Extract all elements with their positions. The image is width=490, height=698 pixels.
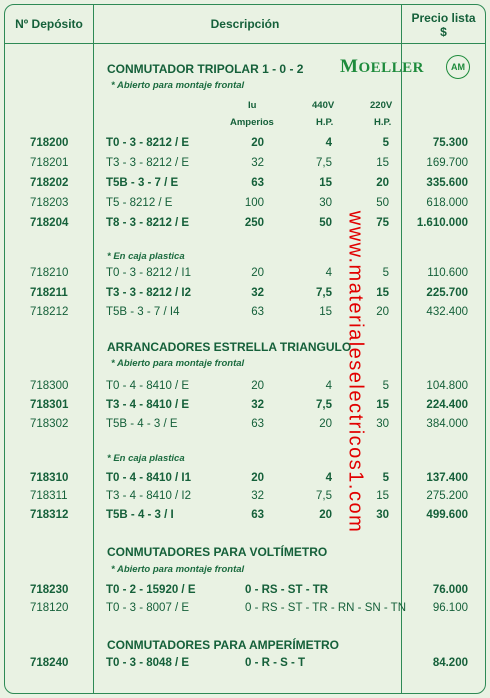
row-price: 110.600: [427, 267, 468, 279]
row-hp440: 50: [319, 217, 332, 229]
row-amperios: 63: [251, 177, 264, 189]
row-deposit: 718240: [30, 657, 69, 669]
section-title: ARRANCADORES ESTRELLA TRIANGULO: [107, 340, 352, 354]
row-price: 224.400: [426, 399, 468, 411]
row-hp440: 7,5: [316, 399, 332, 411]
row-deposit: 718312: [30, 509, 69, 521]
row-amperios: 32: [251, 399, 264, 411]
row-description: T5B - 3 - 7 / I4: [106, 306, 180, 318]
row-deposit: 718202: [30, 177, 69, 189]
row-description: T5B - 3 - 7 / E: [106, 177, 179, 189]
section-title: CONMUTADOR TRIPOLAR 1 - 0 - 2: [107, 62, 304, 76]
col-hp-220: H.P.: [374, 117, 392, 128]
watermark-url: www.materialeselectricos1.com: [344, 210, 367, 534]
row-description: T3 - 4 - 8410 / E: [106, 399, 190, 411]
row-hp440: 4: [325, 267, 332, 279]
section-note: * Abierto para montaje frontal: [111, 80, 245, 91]
row-positions: 0 - RS - ST - TR: [245, 584, 329, 596]
row-description: T3 - 3 - 8212 / E: [106, 157, 190, 169]
row-description: T0 - 3 - 8212 / E: [106, 137, 190, 149]
row-positions: 0 - RS - ST - TR - RN - SN - TN: [245, 602, 407, 614]
row-hp220: 5: [382, 137, 389, 149]
row-description: T8 - 3 - 8212 / E: [106, 217, 190, 229]
col-iu: Iu: [248, 100, 257, 111]
row-deposit: 718204: [30, 217, 69, 229]
row-hp440: 4: [325, 137, 332, 149]
row-hp220: 15: [376, 157, 389, 169]
row-hp220: 20: [376, 306, 389, 318]
header-price: [401, 5, 485, 43]
row-hp220: 15: [376, 287, 389, 299]
row-price: 96.100: [432, 602, 468, 614]
row-hp440: 7,5: [316, 490, 332, 502]
row-description: T5B - 4 - 3 / E: [106, 418, 178, 430]
row-description: T5B - 4 - 3 / I: [106, 509, 174, 521]
header-description: Descripción: [210, 17, 280, 31]
row-description: T5 - 8212 / E: [106, 197, 173, 209]
header-deposit: Nº Depósito: [5, 5, 94, 43]
row-amperios: 20: [251, 267, 264, 279]
row-deposit: 718120: [30, 602, 69, 614]
row-hp440: 4: [325, 472, 332, 484]
row-amperios: 63: [251, 509, 264, 521]
section-note: * Abierto para montaje frontal: [111, 358, 245, 369]
row-hp220: 5: [382, 267, 389, 279]
row-amperios: 100: [244, 197, 264, 209]
header-price-currency: $: [440, 25, 447, 39]
row-hp440: 4: [325, 380, 332, 392]
row-deposit: 718212: [30, 306, 69, 318]
row-description: T3 - 4 - 8410 / I2: [106, 490, 192, 502]
row-hp220: 50: [376, 197, 389, 209]
row-deposit: 718230: [30, 584, 69, 596]
row-hp220: 75: [376, 217, 389, 229]
row-price: 1.610.000: [416, 217, 468, 229]
logo-initial: M: [340, 56, 359, 77]
row-amperios: 250: [244, 217, 264, 229]
row-price: 76.000: [432, 584, 468, 596]
logo-rest: OELLER: [358, 60, 424, 76]
col-440v: 440V: [312, 100, 335, 111]
section-title: CONMUTADORES PARA AMPERÍMETRO: [107, 638, 339, 652]
row-hp440: 20: [319, 418, 332, 430]
row-hp220: 30: [376, 509, 389, 521]
row-amperios: 32: [251, 490, 264, 502]
col-amperios: Amperios: [230, 117, 274, 128]
row-hp440: 30: [319, 197, 332, 209]
row-price: 84.200: [432, 657, 468, 669]
row-hp440: 15: [319, 306, 332, 318]
row-description: T0 - 4 - 8410 / E: [106, 380, 190, 392]
row-hp440: 7,5: [316, 157, 332, 169]
row-deposit: 718211: [30, 287, 68, 299]
row-deposit: 718302: [30, 418, 69, 430]
row-hp220: 15: [376, 399, 389, 411]
row-price: 499.600: [426, 509, 468, 521]
col-hp-440: H.P.: [316, 117, 334, 128]
row-price: 137.400: [426, 472, 468, 484]
table-header: [5, 5, 485, 44]
row-price: 275.200: [426, 490, 468, 502]
row-amperios: 63: [251, 418, 264, 430]
row-price: 432.400: [426, 306, 468, 318]
moeller-emblem-icon: AM: [446, 55, 470, 79]
row-hp220: 5: [382, 472, 389, 484]
row-description: T0 - 2 - 15920 / E: [106, 584, 196, 596]
row-price: 169.700: [426, 157, 468, 169]
row-amperios: 32: [251, 157, 264, 169]
row-hp220: 5: [382, 380, 389, 392]
row-deposit: 718201: [30, 157, 69, 169]
row-description: T0 - 4 - 8410 / I1: [106, 472, 192, 484]
row-amperios: 63: [251, 306, 264, 318]
moeller-logo: [340, 56, 424, 78]
row-description: T0 - 3 - 8007 / E: [106, 602, 190, 614]
row-price: 618.000: [426, 197, 468, 209]
header-price-label: Precio lista: [411, 11, 476, 25]
section-title: CONMUTADORES PARA VOLTÍMETRO: [107, 545, 328, 559]
row-deposit: 718300: [30, 380, 69, 392]
column-divider: [93, 43, 94, 693]
row-description: T0 - 3 - 8048 / E: [106, 657, 190, 669]
row-hp440: 15: [319, 177, 332, 189]
row-deposit: 718301: [30, 399, 69, 411]
row-deposit: 718311: [30, 490, 68, 502]
section-note: * Abierto para montaje frontal: [111, 564, 245, 575]
row-amperios: 32: [251, 287, 264, 299]
row-amperios: 20: [251, 380, 264, 392]
row-hp220: 20: [376, 177, 389, 189]
row-positions: 0 - R - S - T: [245, 657, 306, 669]
row-price: 225.700: [426, 287, 468, 299]
row-hp440: 20: [319, 509, 332, 521]
row-hp440: 7,5: [316, 287, 332, 299]
row-amperios: 20: [251, 472, 264, 484]
row-deposit: 718310: [30, 472, 69, 484]
row-description: T3 - 3 - 8212 / I2: [106, 287, 192, 299]
row-price: 104.800: [426, 380, 468, 392]
row-description: T0 - 3 - 8212 / I1: [106, 267, 192, 279]
col-220v: 220V: [370, 100, 393, 111]
row-price: 75.300: [432, 137, 468, 149]
row-amperios: 20: [251, 137, 264, 149]
row-hp220: 15: [376, 490, 389, 502]
row-price: 335.600: [426, 177, 468, 189]
row-deposit: 718203: [30, 197, 69, 209]
row-hp220: 30: [376, 418, 389, 430]
section-note: * En caja plastica: [107, 251, 185, 262]
row-deposit: 718200: [30, 137, 69, 149]
row-price: 384.000: [426, 418, 468, 430]
section-note: * En caja plastica: [107, 453, 185, 464]
row-deposit: 718210: [30, 267, 69, 279]
